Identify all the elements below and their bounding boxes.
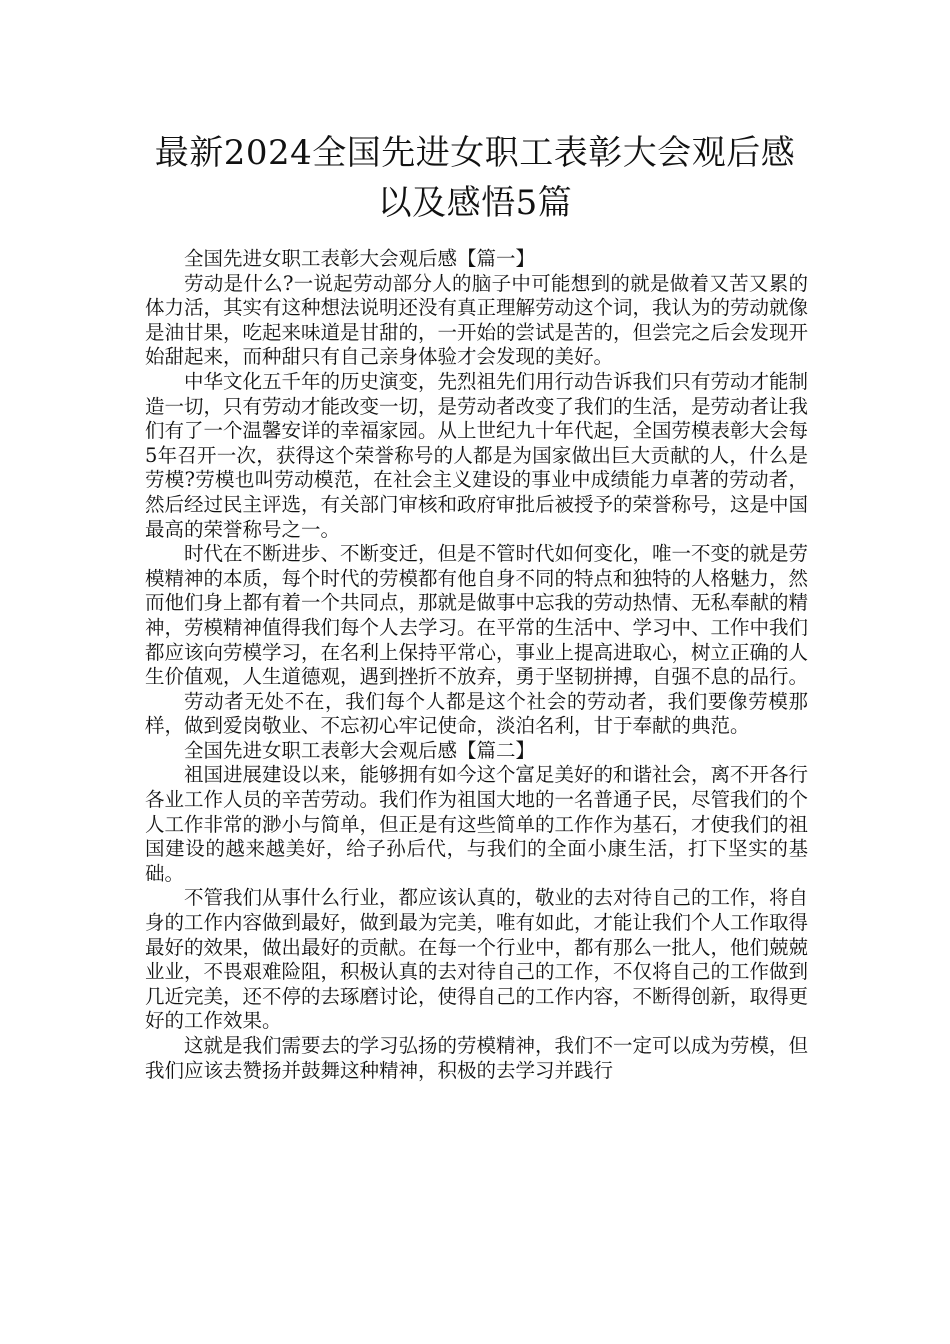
paragraph-2: 中华文化五千年的历史演变，先烈祖先们用行动告诉我们只有劳动才能制造一切，只有劳动才能改变一切，是劳动者改变了我们的生活，是劳动者让我们有了一个温馨安详的幸福家园。从上世纪九十年代起，全国劳模表彰大会每5年召开一次，获得这个荣誉称号的人都是为国家做出巨大贡献的人，什么是劳模?劳模也叫劳动模范，在社会主义建设的事业中成绩能力卓著的劳动者，然后经过民主评选，有关部门审核和政府审批后被授予的荣誉称号，这是中国最高的荣誉称号之一。 bbox=[145, 369, 809, 541]
paragraph-6: 不管我们从事什么行业，都应该认真的，敬业的去对待自己的工作，将自身的工作内容做到最好，做到最为完美，唯有如此，才能让我们个人工作取得最好的效果，做出最好的贡献。在每一个行业中，都有那么一批人，他们兢兢业业，不畏艰难险阻，积极认真的去对待自己的工作，不仅将自己的工作做到几近完美，还不停的去琢磨讨论，使得自己的工作内容，不断得创新，取得更好的工作效果。 bbox=[145, 886, 809, 1033]
title-line-1: 最新2024全国先进女职工表彰大会观后感 bbox=[154, 133, 796, 173]
paragraph-1: 劳动是什么?一说起劳动部分人的脑子中可能想到的就是做着又苦又累的体力活，其实有这种想法说明还没有真正理解劳动这个词，我认为的劳动就像是油甘果，吃起来味道是甘甜的，一开始的尝试是苦的，但尝完之后会发现开始甜起来，而种甜只有自己亲身体验才会发现的美好。 bbox=[145, 271, 809, 369]
document-title bbox=[100, 128, 850, 228]
paragraph-3: 时代在不断进步、不断变迁，但是不管时代如何变化，唯一不变的就是劳模精神的本质，每个时代的劳模都有他自身不同的特点和独特的人格魅力，然而他们身上都有着一个共同点，那就是做事中忘我的劳动热情、无私奉献的精神，劳模精神值得我们每个人去学习。在平常的生活中、学习中、工作中我们都应该向劳模学习，在名利上保持平常心，事业上提高进取心，树立正确的人生价值观，人生道德观，遇到挫折不放弃，勇于坚韧拼搏，自强不息的品行。 bbox=[145, 542, 809, 689]
document-body bbox=[145, 247, 808, 1083]
section-heading-2: 全国先进女职工表彰大会观后感【篇二】 bbox=[184, 738, 536, 762]
title-line-2: 以及感悟5篇 bbox=[377, 183, 573, 223]
paragraph-7: 这就是我们需要去的学习弘扬的劳模精神，我们不一定可以成为劳模，但我们应该去赞扬并鼓舞这种精神，积极的去学习并践行 bbox=[145, 1034, 809, 1082]
section-heading-1: 全国先进女职工表彰大会观后感【篇一】 bbox=[184, 247, 536, 270]
paragraph-5: 祖国进展建设以来，能够拥有如今这个富足美好的和谐社会，离不开各行各业工作人员的辛苦劳动。我们作为祖国大地的一名普通子民，尽管我们的个人工作非常的渺小与简单，但正是有这些简单的工作作为基石，才使我们的祖国建设的越来越美好，给子孙后代，与我们的全面小康生活，打下坚实的基础。 bbox=[145, 763, 809, 885]
paragraph-4: 劳动者无处不在，我们每个人都是这个社会的劳动者，我们要像劳模那样，做到爱岗敬业、不忘初心牢记使命，淡泊名利，甘于奉献的典范。 bbox=[145, 689, 808, 738]
